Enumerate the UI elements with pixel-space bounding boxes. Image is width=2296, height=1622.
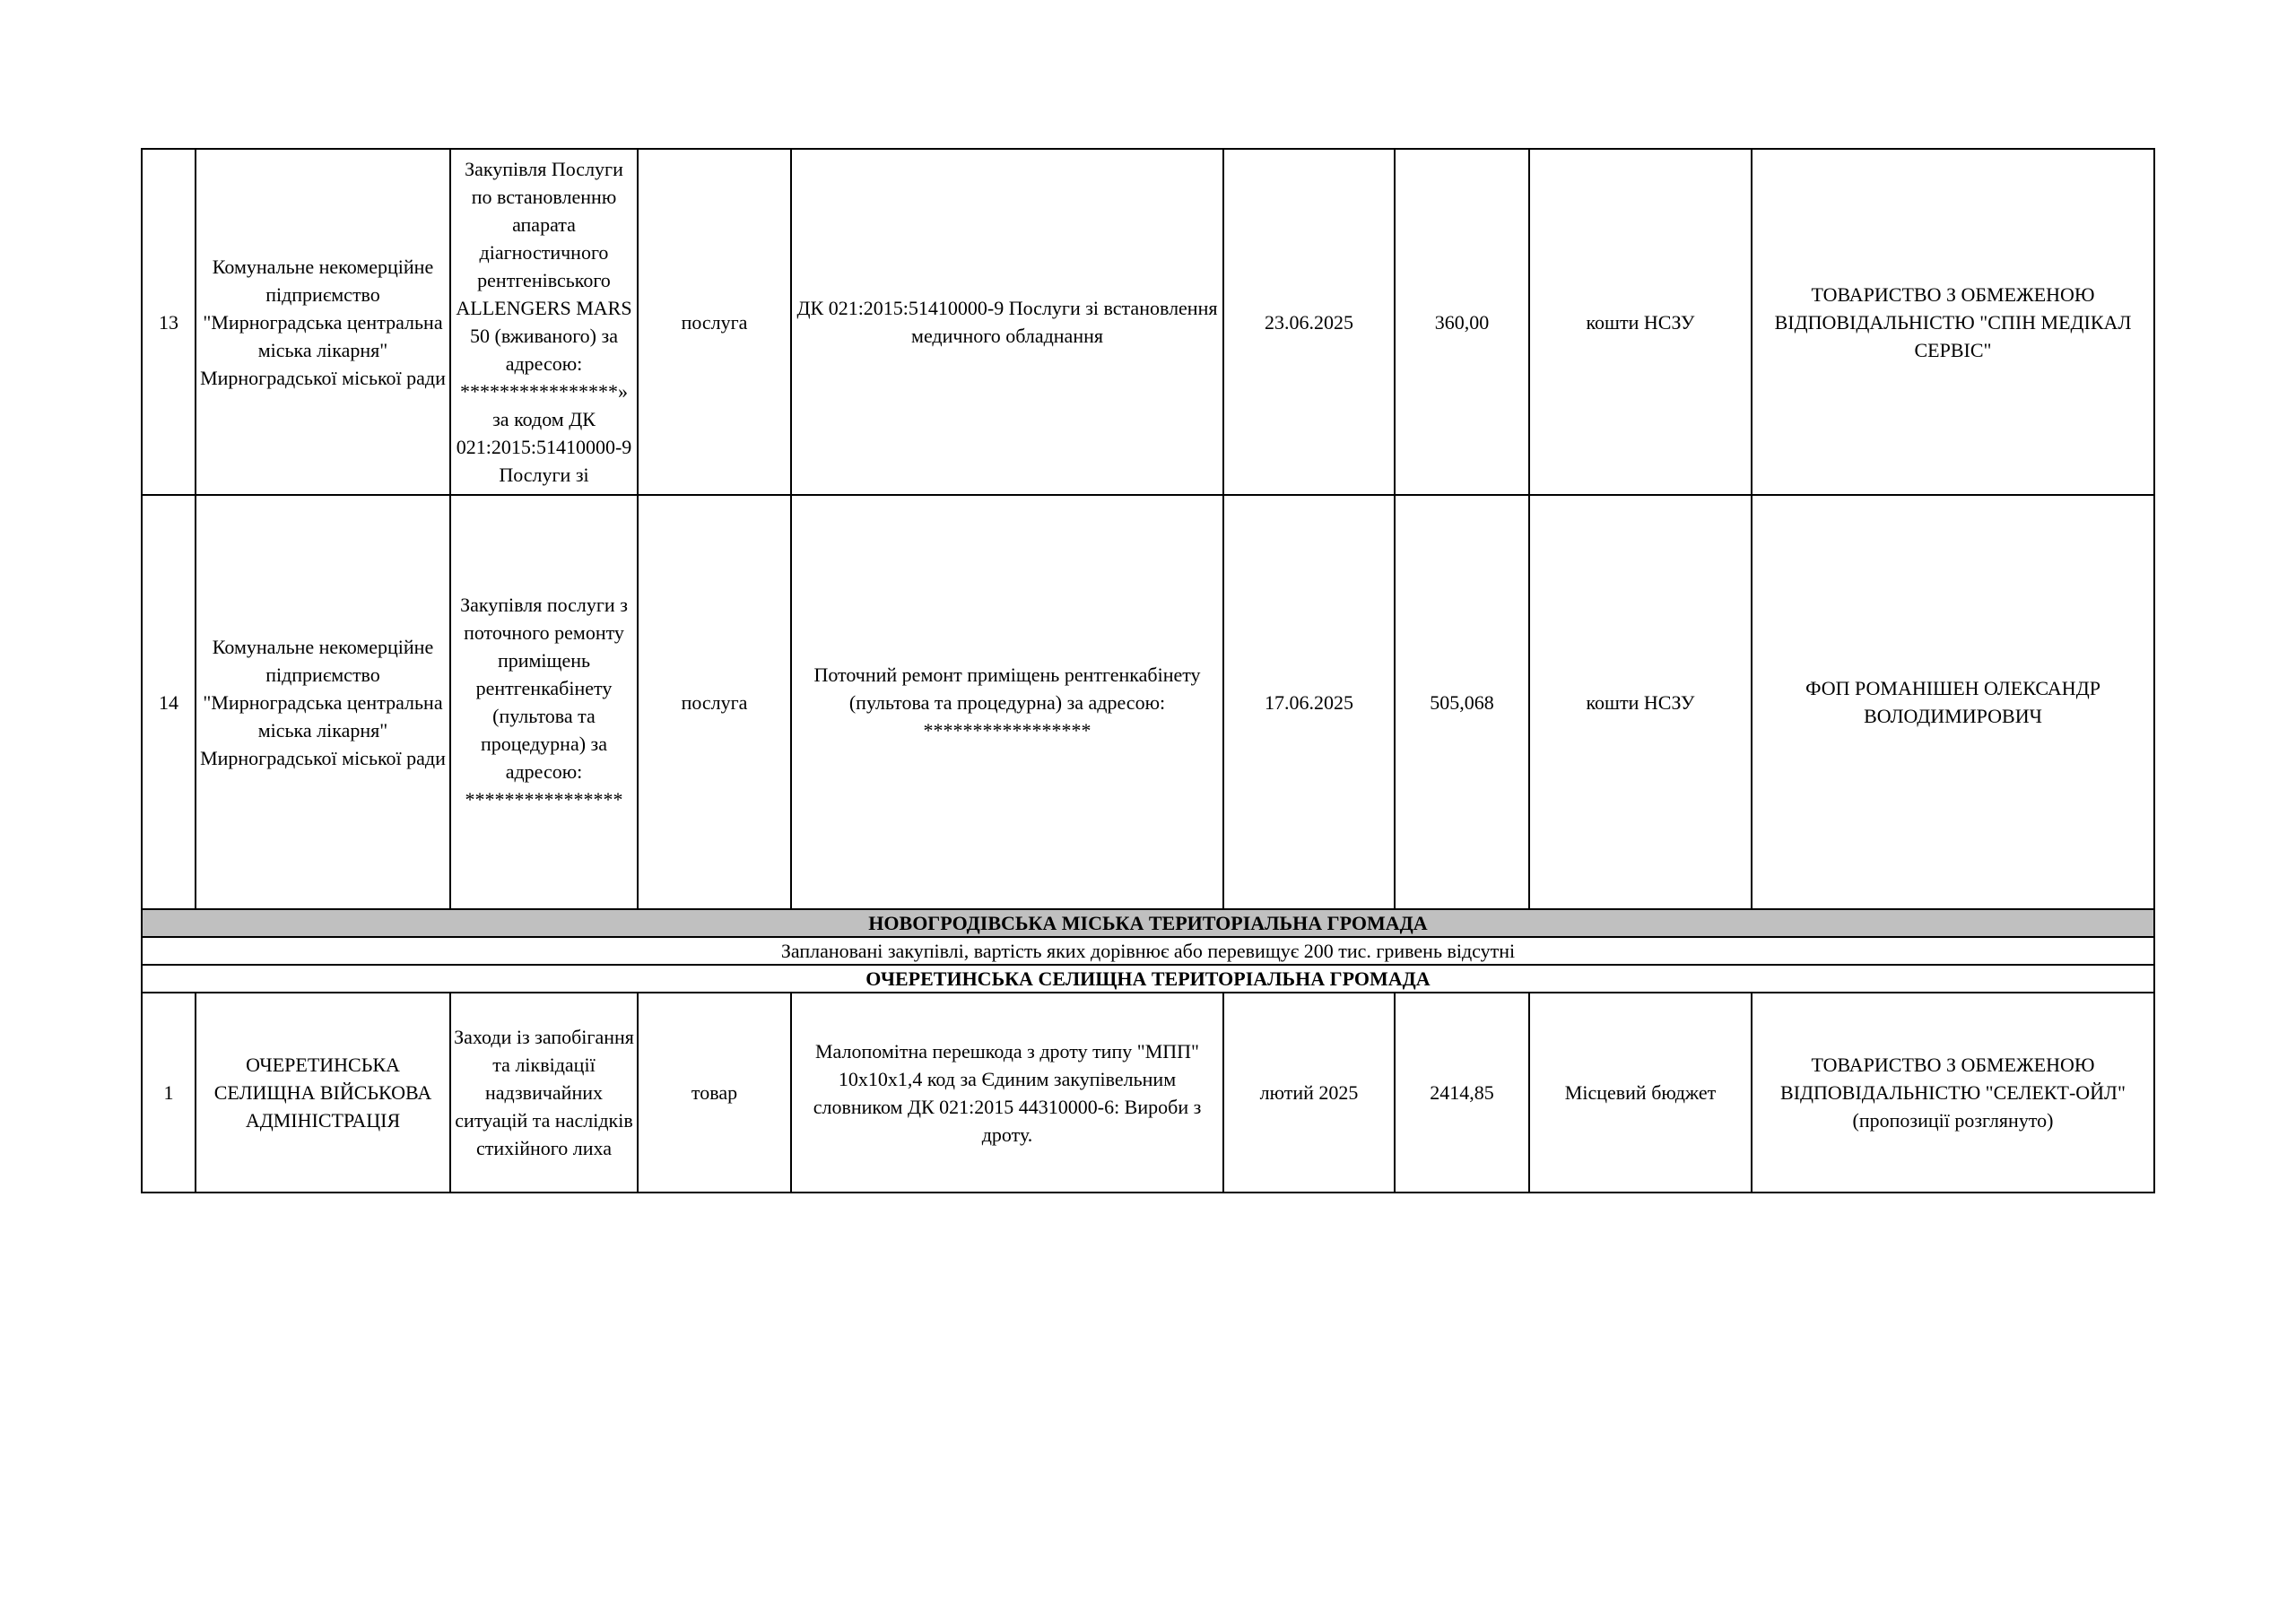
procurement-amount: 360,00	[1395, 149, 1529, 495]
procurement-subject: Закупівля послуги з поточного ремонту приміщень рентгенкабінету (пультова та процедурна) за адресою: ****************	[450, 495, 638, 909]
procurement-amount: 505,068	[1395, 495, 1529, 909]
procurement-table	[141, 148, 2155, 1193]
table-row	[142, 149, 2154, 495]
procurement-type: послуга	[638, 495, 791, 909]
cpv-code: ДК 021:2015:51410000-9 Послуги зі встановлення медичного обладнання	[791, 149, 1223, 495]
subject-clip	[453, 150, 635, 494]
procurement-subject	[450, 149, 638, 495]
customer-name: Комунальне некомерційне підприємство "Мирноградська центральна міська лікарня" Мирноградської міської ради	[196, 495, 450, 909]
row-number: 14	[142, 495, 196, 909]
procurement-amount: 2414,85	[1395, 993, 1529, 1193]
row-number: 1	[142, 993, 196, 1193]
procurement-subject: Заходи із запобігання та ліквідації надзвичайних ситуацій та наслідків стихійного лиха	[450, 993, 638, 1193]
section-header	[142, 965, 2154, 993]
procurement-type: послуга	[638, 149, 791, 495]
cpv-code: Малопомітна перешкода з дроту типу "МПП" 10х10х1,4 код за Єдиним закупівельним словником ДК 021:2015 44310000-6: Вироби з дроту.	[791, 993, 1223, 1193]
funding-source: кошти НСЗУ	[1529, 149, 1752, 495]
row-number: 13	[142, 149, 196, 495]
section-title-novohrodivska: НОВОГРОДІВСЬКА МІСЬКА ТЕРИТОРІАЛЬНА ГРОМАДА	[142, 909, 2154, 937]
customer-name: Комунальне некомерційне підприємство "Мирноградська центральна міська лікарня" Мирноградської міської ради	[196, 149, 450, 495]
supplier-name: ТОВАРИСТВО З ОБМЕЖЕНОЮ ВІДПОВІДАЛЬНІСТЮ "СЕЛЕКТ-ОЙЛ" (пропозиції розглянуто)	[1752, 993, 2154, 1193]
table-row	[142, 495, 2154, 909]
procurement-date: 23.06.2025	[1223, 149, 1395, 495]
cpv-code: Поточний ремонт приміщень рентгенкабінету (пультова та процедурна) за адресою: *****************	[791, 495, 1223, 909]
table-row	[142, 993, 2154, 1193]
customer-name: ОЧЕРЕТИНСЬКА СЕЛИЩНА ВІЙСЬКОВА АДМІНІСТРАЦІЯ	[196, 993, 450, 1193]
section-note-row	[142, 937, 2154, 965]
procurement-date: 17.06.2025	[1223, 495, 1395, 909]
section-note: Заплановані закупівлі, вартість яких дорівнює або перевищує 200 тис. гривень відсутні	[142, 937, 2154, 965]
supplier-name: ФОП РОМАНІШЕН ОЛЕКСАНДР ВОЛОДИМИРОВИЧ	[1752, 495, 2154, 909]
procurement-date: лютий 2025	[1223, 993, 1395, 1193]
supplier-name: ТОВАРИСТВО З ОБМЕЖЕНОЮ ВІДПОВІДАЛЬНІСТЮ "СПІН МЕДІКАЛ СЕРВІС"	[1752, 149, 2154, 495]
procurement-type: товар	[638, 993, 791, 1193]
section-header	[142, 909, 2154, 937]
funding-source: Місцевий бюджет	[1529, 993, 1752, 1193]
subject-text: Закупівля Послуги по встановленню апарата діагностичного рентгенівського ALLENGERS MARS 50 (вживаного) за адресою: ****************» за кодом ДК 021:2015:51410000-9 Послуги зі	[456, 158, 632, 486]
section-title-ocheretynska: ОЧЕРЕТИНСЬКА СЕЛИЩНА ТЕРИТОРІАЛЬНА ГРОМАДА	[142, 965, 2154, 993]
funding-source: кошти НСЗУ	[1529, 495, 1752, 909]
